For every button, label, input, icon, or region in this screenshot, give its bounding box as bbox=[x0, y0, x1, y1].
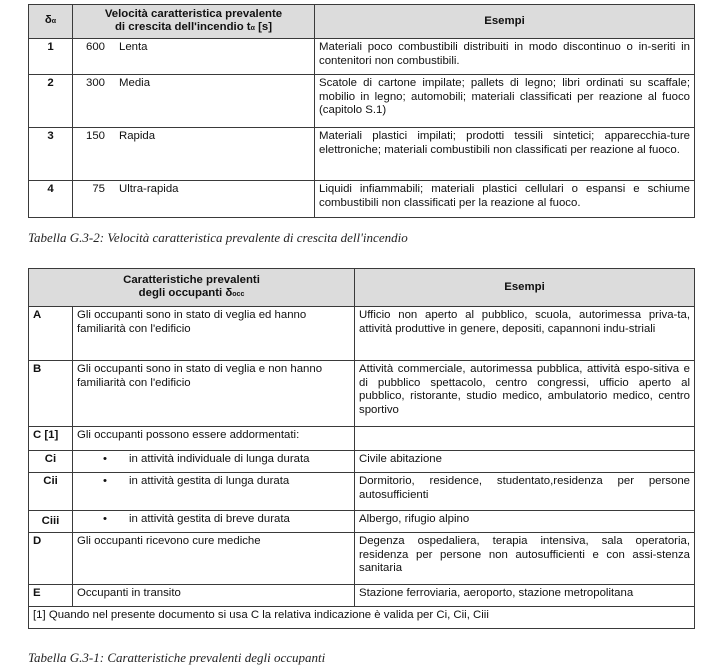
delta-value: 2 bbox=[29, 75, 73, 128]
examples-cell: Materiali plastici impilati; prodotti tessili sintetici; apparecchia-ture elettroniche; materiali combustibili non classificati per reazione al fuoco. bbox=[315, 128, 695, 181]
header-occupant-characteristics: Caratteristiche prevalenti degli occupanti δocc bbox=[29, 269, 355, 307]
examples-cell: Degenza ospedaliera, terapia intensiva, sala operatoria, residenza per persone non autosufficienti e con assi-stenza sanitaria bbox=[355, 533, 695, 585]
table-row bbox=[29, 39, 695, 75]
occupant-description: Gli occupanti possono essere addormentati: bbox=[73, 427, 355, 451]
table-header-row bbox=[29, 5, 695, 39]
occupant-description: Gli occupanti sono in stato di veglia e non hanno familiarità con l'edificio bbox=[73, 361, 355, 427]
occupant-characteristics-table bbox=[28, 268, 695, 629]
table-row bbox=[29, 427, 695, 451]
occupant-code: Cii bbox=[29, 473, 73, 511]
table-footnote-row bbox=[29, 607, 695, 629]
table-header-row bbox=[29, 269, 695, 307]
bullet: • bbox=[103, 453, 107, 465]
delta-value: 1 bbox=[29, 39, 73, 75]
examples-cell: Attività commerciale, autorimessa pubblica, attività espo-sitiva e di pubblico spettacolo, centro congressi, ufficio aperto al pubblico, ristorante, studio medico, ambulatorio medico, centro sportivo bbox=[355, 361, 695, 427]
occupant-description: Occupanti in transito bbox=[73, 585, 355, 607]
occupant-code: E bbox=[29, 585, 73, 607]
growth-speed-cell: 600 Lenta bbox=[73, 39, 315, 75]
table-caption: Tabella G.3-2: Velocità caratteristica prevalente di crescita dell'incendio bbox=[28, 230, 408, 245]
occupant-description: • in attività gestita di breve durata bbox=[73, 511, 355, 533]
table-row bbox=[29, 361, 695, 427]
header-delta-alpha: δα bbox=[29, 5, 73, 39]
table-row bbox=[29, 473, 695, 511]
examples-cell: Scatole di cartone impilate; pallets di legno; libri ordinati su scaffale; mobilio in legno; automobili; materiali classificati per reazione al fuoco (capitolo S.1) bbox=[315, 75, 695, 128]
bullet: • bbox=[103, 475, 107, 487]
examples-cell: Stazione ferroviaria, aeroporto, stazione metropolitana bbox=[355, 585, 695, 607]
table-footnote: [1] Quando nel presente documento si usa C la relativa indicazione è valida per Ci, Cii, Ciii bbox=[29, 607, 695, 629]
table-row bbox=[29, 181, 695, 218]
occupant-description: Gli occupanti ricevono cure mediche bbox=[73, 533, 355, 585]
table-row bbox=[29, 533, 695, 585]
bullet: • bbox=[103, 513, 107, 525]
table-row bbox=[29, 511, 695, 533]
examples-cell: Dormitorio, residence, studentato,residenza per persone autosufficienti bbox=[355, 473, 695, 511]
growth-speed-cell: 75 Ultra-rapida bbox=[73, 181, 315, 218]
occupant-description: • in attività individuale di lunga durata bbox=[73, 451, 355, 473]
examples-cell bbox=[355, 427, 695, 451]
table-row bbox=[29, 451, 695, 473]
table-row bbox=[29, 307, 695, 361]
examples-cell: Albergo, rifugio alpino bbox=[355, 511, 695, 533]
occupant-code: B bbox=[29, 361, 73, 427]
delta-value: 3 bbox=[29, 128, 73, 181]
occupant-description: • in attività gestita di lunga durata bbox=[73, 473, 355, 511]
growth-speed-cell: 300 Media bbox=[73, 75, 315, 128]
header-examples: Esempi bbox=[315, 5, 695, 39]
examples-cell: Ufficio non aperto al pubblico, scuola, autorimessa priva-ta, attività produttive in genere, depositi, capannoni indu-striali bbox=[355, 307, 695, 361]
fire-growth-table bbox=[28, 4, 695, 218]
table-caption: Tabella G.3-1: Caratteristiche prevalenti degli occupanti bbox=[28, 650, 326, 665]
examples-cell: Materiali poco combustibili distribuiti in modo discontinuo o in-seriti in contenitori non combustibili. bbox=[315, 39, 695, 75]
table-row bbox=[29, 128, 695, 181]
examples-cell: Civile abitazione bbox=[355, 451, 695, 473]
occupant-code: Ci bbox=[29, 451, 73, 473]
occupant-code: D bbox=[29, 533, 73, 585]
table-row bbox=[29, 75, 695, 128]
examples-cell: Liquidi infiammabili; materiali plastici cellulari o espansi e schiume combustibili non classificati per la reazione al fuoco. bbox=[315, 181, 695, 218]
occupant-description: Gli occupanti sono in stato di veglia ed hanno familiarità con l'edificio bbox=[73, 307, 355, 361]
occupant-code: C [1] bbox=[29, 427, 73, 451]
occupant-code: Ciii bbox=[29, 511, 73, 533]
occupant-code: A bbox=[29, 307, 73, 361]
header-examples: Esempi bbox=[355, 269, 695, 307]
table-row bbox=[29, 585, 695, 607]
header-growth-speed: Velocità caratteristica prevalente di crescita dell'incendio tα [s] bbox=[73, 5, 315, 39]
delta-value: 4 bbox=[29, 181, 73, 218]
growth-speed-cell: 150 Rapida bbox=[73, 128, 315, 181]
